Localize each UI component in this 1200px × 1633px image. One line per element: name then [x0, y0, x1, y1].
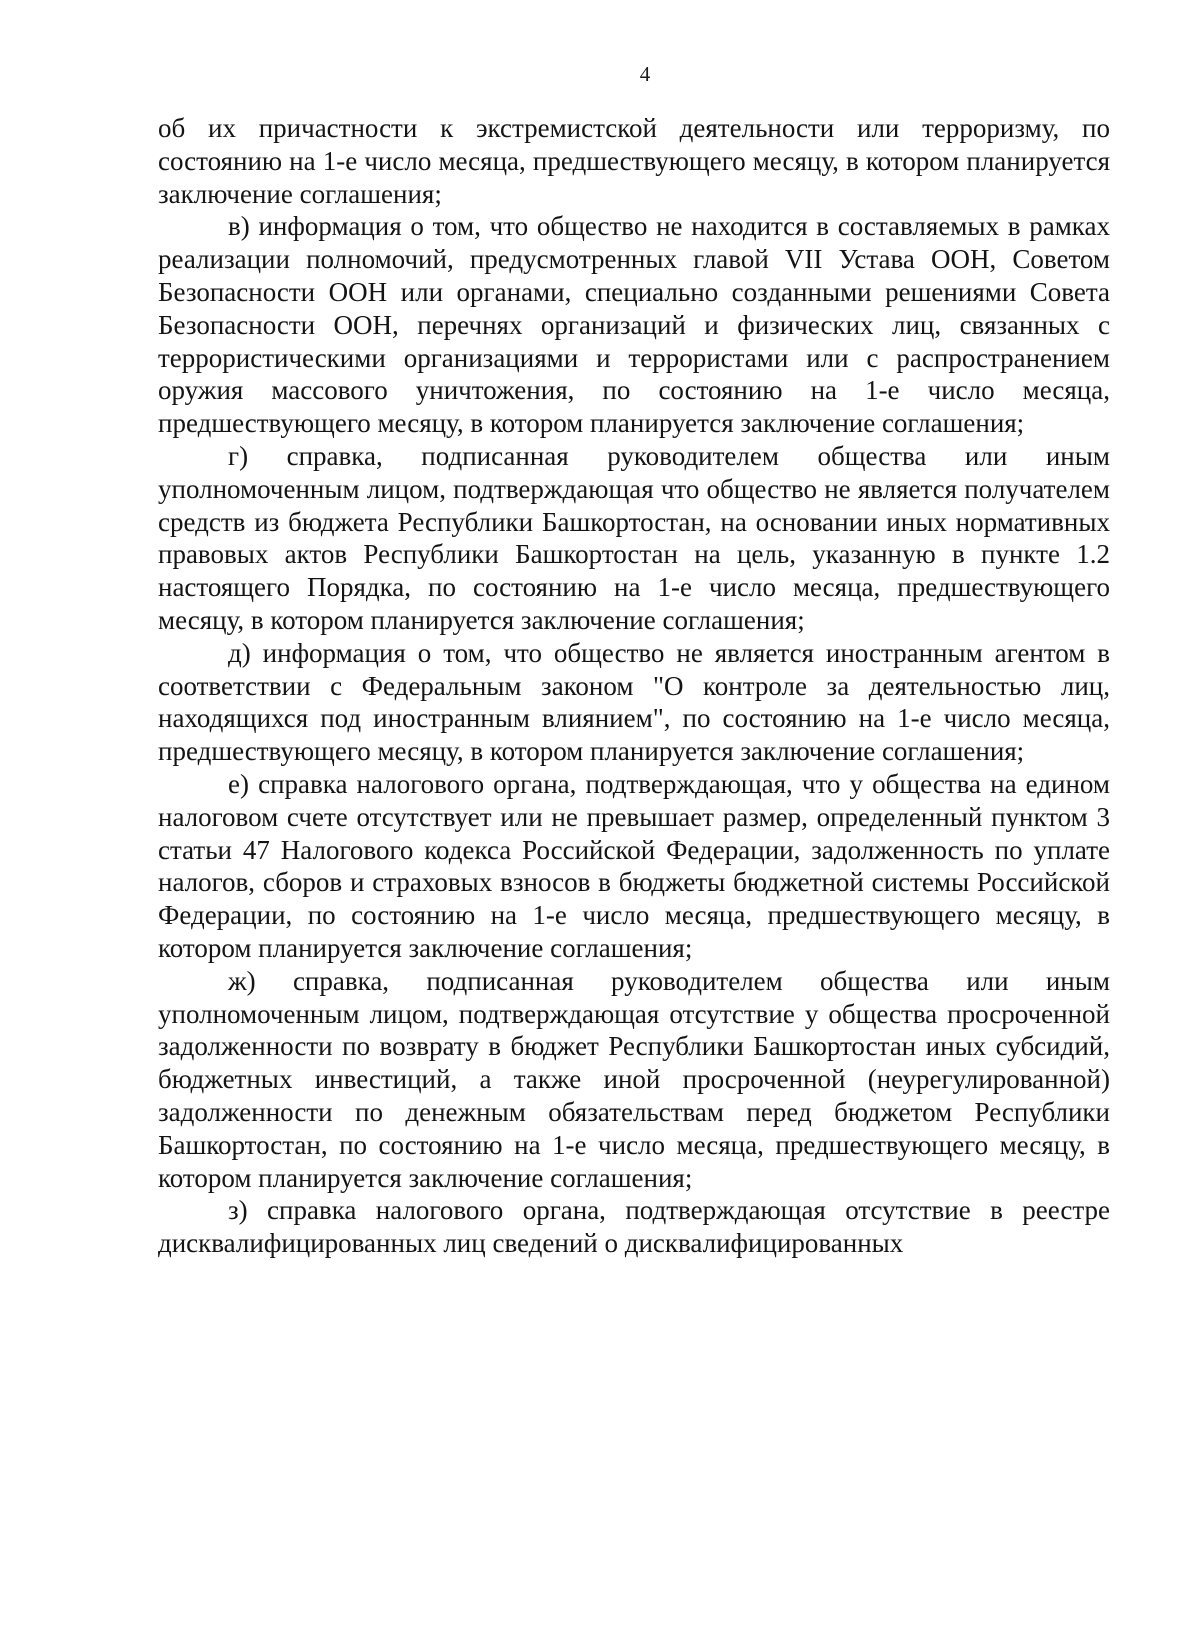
document-body: [158, 112, 1110, 1260]
paragraph-item-d: д) информация о том, что общество не является иностранным агентом в соответствии с Федеральным законом "О контроле за деятельностью лиц, находящихся под иностранным влиянием", по состоянию на 1-е число месяца, предшествующего месяцу, в котором планируется заключение соглашения;: [158, 637, 1110, 767]
paragraph-item-g: г) справка, подписанная руководителем общества или иным уполномоченным лицом, подтверждающая что общество не является получателем средств из бюджета Республики Башкортостан, на основании иных нормативных правовых актов Республики Башкортостан на цель, указанную в пункте 1.2 настоящего Порядка, по состоянию на 1-е число месяца, предшествующего месяцу, в котором планируется заключение соглашения;: [158, 440, 1110, 635]
paragraph-item-z: з) справка налогового органа, подтверждающая отсутствие в реестре дисквалифицированных лиц сведений о дисквалифицированных: [158, 1195, 1110, 1259]
paragraph-item-zh: ж) справка, подписанная руководителем общества или иным уполномоченным лицом, подтверждающая отсутствие у общества просроченной задолженности по возврату в бюджет Республики Башкортостан иных субсидий, бюджетных инвестиций, а также иной просроченной (неурегулированной) задолженности по денежным обязательствам перед бюджетом Республики Башкортостан, по состоянию на 1-е число месяца, предшествующего месяцу, в котором планируется заключение соглашения;: [158, 965, 1110, 1193]
paragraph-continuation: об их причастности к экстремистской деятельности или терроризму, по состоянию на 1-е число месяца, предшествующего месяцу, в котором планируется заключение соглашения;: [158, 113, 1110, 209]
paragraph-item-v: в) информация о том, что общество не находится в составляемых в рамках реализации полномочий, предусмотренных главой VII Устава ООН, Советом Безопасности ООН или органами, специально созданными решениями Совета Безопасности ООН, перечнях организаций и физических лиц, связанных с террористическими организациями и террористами или с распространением оружия массового уничтожения, по состоянию на 1-е число месяца, предшествующего месяцу, в котором планируется заключение соглашения;: [158, 211, 1110, 439]
page-number: 4: [639, 62, 651, 86]
paragraph-item-e: е) справка налогового органа, подтверждающая, что у общества на едином налоговом счете отсутствует или не превышает размер, определенный пунктом 3 статьи 47 Налогового кодекса Российской Федерации, задолженность по уплате налогов, сборов и страховых взносов в бюджеты бюджетной системы Российской Федерации, по состоянию на 1-е число месяца, предшествующего месяцу, в котором планируется заключение соглашения;: [158, 768, 1110, 963]
